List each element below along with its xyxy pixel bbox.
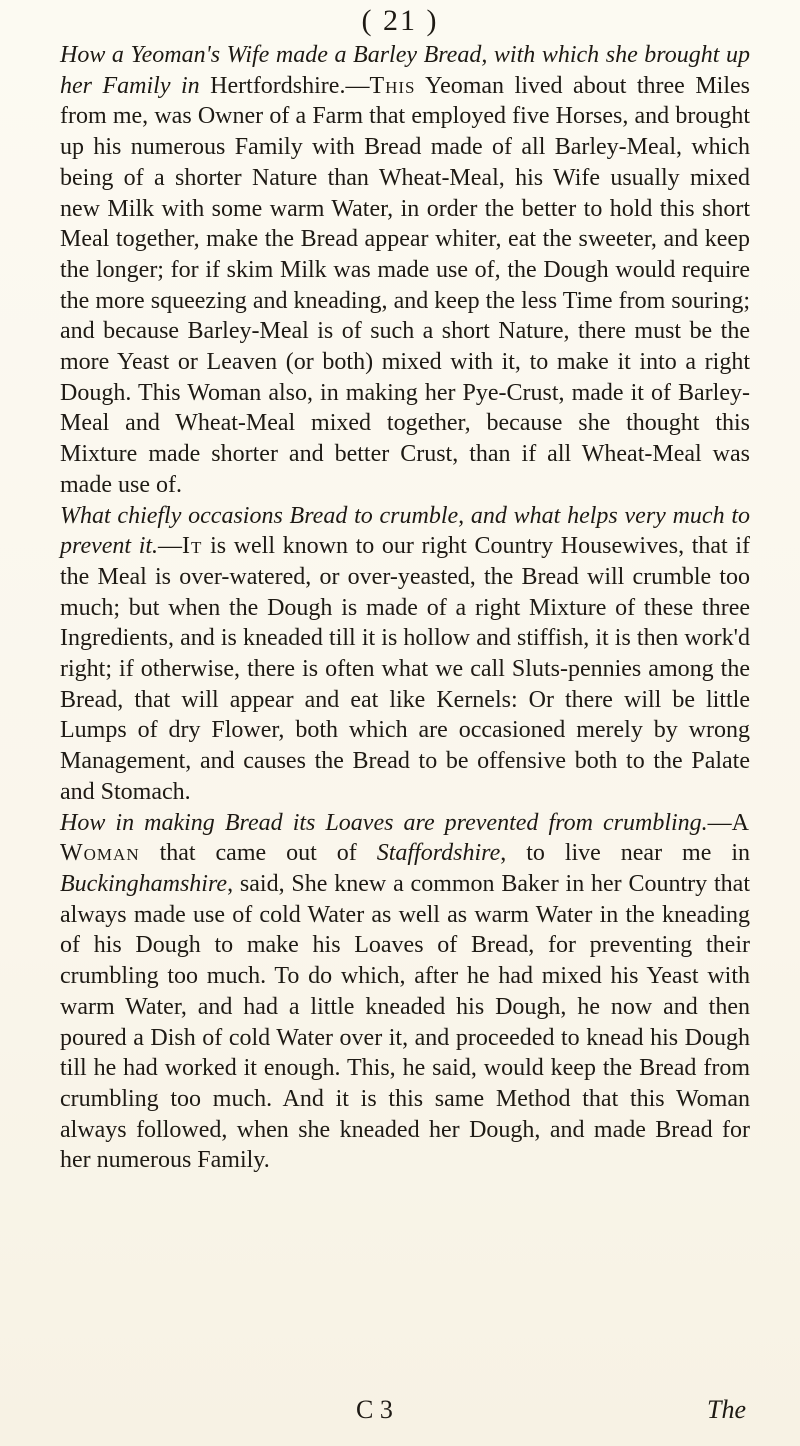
catchword: The	[707, 1395, 746, 1424]
lead-word: A Woman	[60, 809, 750, 867]
paragraph-barley-bread	[60, 40, 750, 501]
em-dash: —	[345, 72, 370, 99]
place-name: Staffordshire	[376, 840, 501, 867]
place-name: Hertfordshire.	[210, 72, 346, 99]
section-heading: What chiefly occasions Bread to crumble, and what helps very much to prevent it.	[60, 502, 750, 560]
paragraph-body: , said, She knew a common Baker in her Country that always made use of cold Water as well as warm Water in the kneading of his Dough to make his Loaves of Bread, for preventing their crumbling too much. To do which, after he had mixed his Yeast with warm Water, and had a little kneaded his Dough, he now and then poured a Dish of cold Water over it, and proceeded to knead his Dough till he had worked it enough. This, he said, would keep the Bread from crumbling too much. And it is this same Method that this Woman always followed, when she kneaded her Dough, and made Bread for her numerous Family.	[60, 870, 750, 1174]
paragraph-loaves	[60, 808, 750, 1176]
place-name: Buckinghamshire	[60, 870, 228, 897]
signature-mark: C 3	[356, 1395, 393, 1424]
paragraph-body: is well known to our right Country Housewives, that if the Meal is over-watered, or over-yeasted, the Bread will crumble too much; but when the Dough is made of a right Mixture of these three Ingredients, and is kneaded till it is hollow and stiffish, it is then work'd right; if otherwise, there is often what we call Sluts-pennies among the Bread, that will appear and eat like Kernels: Or there will be little Lumps of dry Flower, both which are occasioned merely by wrong Management, and causes the Bread to be offensive both to the Palate and Stomach.	[60, 533, 750, 805]
lead-word: It	[182, 533, 203, 560]
paragraph-body: , to live near me in	[500, 840, 750, 867]
paragraph-body: Yeoman lived about three Miles from me, was Owner of a Farm that employed five Horses, and brought up his numerous Family with Bread made of all Barley-Meal, which being of a shorter Nature than Wheat-Meal, his Wife usually mixed new Milk with some warm Water, in order the better to hold this short Meal together, make the Bread appear whiter, eat the sweeter, and keep the longer; for if skim Milk was made use of, the Dough would require the more squeezing and kneading, and keep the less Time from souring; and because Barley-Meal is of such a short Nature, there must be the more Yeast or Leaven (or both) mixed with it, to make it into a right Dough. This Woman also, in making her Pye-Crust, made it of Barley-Meal and Wheat-Meal mixed together, because she thought this Mixture made shorter and better Crust, than if all Wheat-Meal was made use of.	[60, 72, 751, 498]
paragraph-body: that came out of	[139, 840, 377, 867]
page-footer	[60, 1395, 750, 1429]
section-heading: How in making Bread its Loaves are prevented from crumbling.	[60, 809, 708, 836]
em-dash: —	[707, 809, 732, 836]
page-number: ( 21 )	[361, 4, 439, 37]
lead-word: This	[369, 72, 416, 99]
section-heading: How a Yeoman's Wife made a Barley Bread, with which she brought up her Family in	[60, 42, 750, 99]
body-text	[60, 40, 750, 1176]
paragraph-crumble	[60, 501, 750, 808]
em-dash: —	[158, 533, 183, 560]
